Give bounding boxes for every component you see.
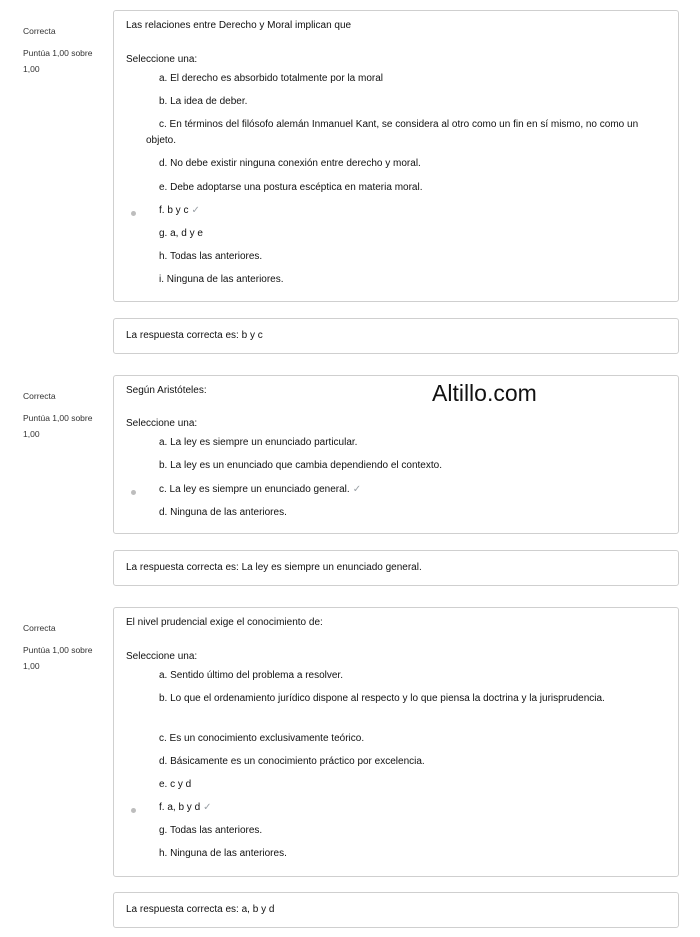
question-3-card bbox=[113, 607, 679, 877]
correct-answer-text: La respuesta correcta es: La ley es siempre un enunciado general. bbox=[126, 562, 422, 573]
question-2-card bbox=[113, 375, 679, 534]
watermark: Altillo.com bbox=[432, 380, 537, 406]
option-d[interactable]: d. Básicamente es un conocimiento práctico por excelencia. bbox=[159, 756, 425, 767]
option-a[interactable]: a. Sentido último del problema a resolver. bbox=[159, 670, 343, 681]
question-grade: Puntúa 1,00 sobre 1,00 bbox=[23, 413, 93, 439]
checkmark-icon: ✓ bbox=[203, 802, 212, 813]
option-b[interactable]: b. La ley es un enunciado que cambia dependiendo el contexto. bbox=[159, 460, 442, 471]
option-label: f. a, b y d bbox=[159, 802, 201, 813]
option-a[interactable]: a. El derecho es absorbido totalmente por la moral bbox=[159, 73, 384, 84]
question-1-card bbox=[113, 10, 679, 302]
select-prompt: Seleccione una: bbox=[126, 418, 198, 429]
option-a[interactable]: a. La ley es siempre un enunciado particular. bbox=[159, 437, 358, 448]
option-label: c. La ley es siempre un enunciado general. bbox=[159, 484, 350, 495]
option-g[interactable]: g. a, d y e bbox=[159, 228, 203, 239]
question-state: Correcta bbox=[23, 391, 56, 401]
question-state: Correcta bbox=[23, 26, 56, 36]
question-2-info bbox=[23, 388, 105, 442]
radio-selected-icon[interactable] bbox=[131, 808, 136, 813]
question-2-feedback bbox=[113, 550, 679, 586]
correct-answer-text: La respuesta correcta es: b y c bbox=[126, 330, 263, 341]
question-1-info bbox=[23, 23, 105, 77]
option-label: f. b y c bbox=[159, 205, 189, 216]
checkmark-icon: ✓ bbox=[352, 484, 362, 495]
option-b[interactable]: b. Lo que el ordenamiento jurídico dispone al respecto y lo que piensa la doctrina y la jurisprudencia. bbox=[159, 693, 605, 704]
option-d[interactable]: d. Ninguna de las anteriores. bbox=[159, 507, 287, 518]
radio-selected-icon[interactable] bbox=[131, 211, 136, 216]
option-d[interactable]: d. No debe existir ninguna conexión entre derecho y moral. bbox=[159, 158, 421, 169]
option-f-selected[interactable] bbox=[159, 800, 659, 816]
question-3-feedback bbox=[113, 892, 679, 928]
question-3-info bbox=[23, 620, 105, 674]
checkmark-icon: ✓ bbox=[191, 205, 200, 216]
question-grade: Puntúa 1,00 sobre 1,00 bbox=[23, 645, 93, 671]
option-c[interactable]: c. En términos del filósofo alemán Inmanuel Kant, se considera al otro como un fin en sí mismo, no como un objeto. bbox=[146, 119, 639, 146]
option-e[interactable]: e. c y d bbox=[159, 779, 192, 790]
option-e[interactable]: e. Debe adoptarse una postura escéptica en materia moral. bbox=[159, 182, 423, 193]
option-h[interactable]: h. Todas las anteriores. bbox=[159, 251, 263, 262]
question-text: Según Aristóteles: bbox=[126, 385, 207, 396]
select-prompt: Seleccione una: bbox=[126, 54, 198, 65]
correct-answer-text: La respuesta correcta es: a, b y d bbox=[126, 904, 275, 915]
option-c[interactable]: c. Es un conocimiento exclusivamente teórico. bbox=[159, 733, 365, 744]
option-h[interactable]: h. Ninguna de las anteriores. bbox=[159, 848, 287, 859]
radio-selected-icon[interactable] bbox=[131, 490, 136, 495]
option-c-selected[interactable] bbox=[159, 482, 659, 498]
option-i[interactable]: i. Ninguna de las anteriores. bbox=[159, 274, 284, 285]
question-text: El nivel prudencial exige el conocimiento de: bbox=[126, 617, 323, 628]
question-grade: Puntúa 1,00 sobre 1,00 bbox=[23, 48, 93, 74]
option-g[interactable]: g. Todas las anteriores. bbox=[159, 825, 263, 836]
select-prompt: Seleccione una: bbox=[126, 651, 198, 662]
question-state: Correcta bbox=[23, 623, 56, 633]
question-text: Las relaciones entre Derecho y Moral implican que bbox=[126, 20, 352, 31]
question-1-feedback bbox=[113, 318, 679, 354]
option-b[interactable]: b. La idea de deber. bbox=[159, 96, 248, 107]
option-f-selected[interactable] bbox=[159, 203, 659, 219]
